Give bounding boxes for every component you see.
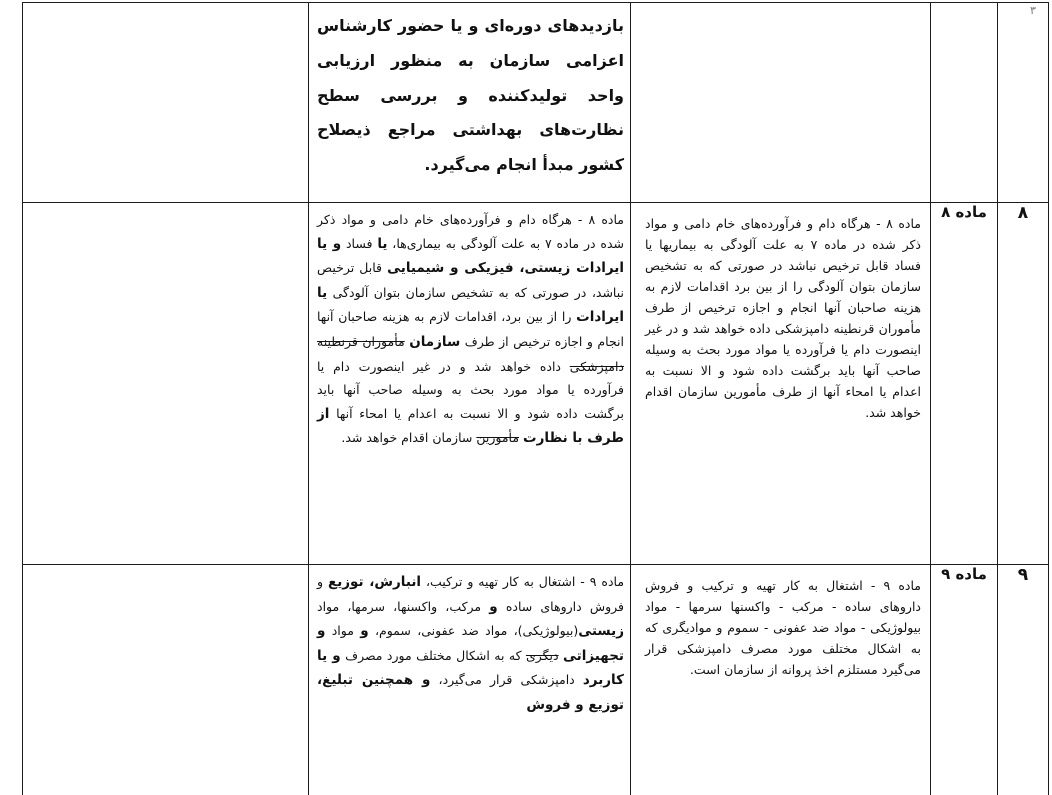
plain-text: داده خواهد شد و در غیر اینصورت دام یا فرآورده یا مواد مورد بحث به وسیله صاحب آنها باید برگشت داده شود و الا نسبت به اعدام یا امحاء آنها: [317, 358, 624, 421]
plain-text: ماده ۹ - اشتغال به کار تهیه و ترکیب،: [425, 574, 625, 589]
article-title-cell: [931, 3, 998, 203]
added-text: و همچنین تبلیغ، توزیع و فروش: [317, 672, 624, 713]
added-text: یا ایرادات: [317, 284, 624, 326]
plain-text: ماده ۸ - هرگاه دام و فرآورده‌های خام دامی و مواد ذکر شده در ماده ۷ به علت آلودگی به بیماری‌ها،: [317, 212, 624, 251]
plain-text: سازمان اقدام خواهد شد.: [341, 430, 473, 446]
article-number-cell: [998, 3, 1049, 203]
comparison-table: [22, 2, 1049, 795]
old-text-cell: [631, 203, 931, 565]
added-text: انبارش، توزیع: [327, 574, 422, 590]
new-text-cell: [309, 565, 631, 795]
deleted-text: مأمورین: [476, 430, 520, 446]
article-title-cell: ماده ۹: [931, 565, 998, 795]
table-row: [23, 3, 1049, 203]
new-text-paragraph: بازدیدهای دوره‌ای و یا حضور کارشناس اعزامی سازمان به منظور ارزیابی واحد تولیدکننده و بررسی سطح نظارت‌های بهداشتی مراجع ذیصلاح کشور مبدأ انجام می‌گیرد.: [317, 16, 624, 175]
old-text-paragraph: ماده ۸ - هرگاه دام و فرآورده‌های خام دامی و مواد ذکر شده در ماده ۷ به علت آلودگی به بیماریها یا فساد قابل ترخیص نباشد در صورتی که به تشخیص سازمان بتوان آلودگی را از بین برد اقدامات لازم به هزینه صاحبان آنها انجام و اجازه ترخیص از طرف مأموران قرنطینه دامپزشکی داده خواهد شد و در غیر اینصورت دام یا فرآورده یا مواد مورد بحث به وسیله صاحب آنها باید برگشت داده شود و الا نسبت به اعدام یا امحاء آنها از طرف مأمورین سازمان اقدام خواهد شد.: [645, 216, 921, 420]
article-title-cell: ماده ۸: [931, 203, 998, 565]
added-text: یا: [377, 235, 388, 252]
added-text: از طرف با نظارت: [317, 405, 624, 447]
added-text: و تجهیزاتی: [317, 623, 624, 664]
new-text-cell: [309, 3, 631, 203]
plain-text: قابل ترخیص نباشد، در صورتی که به تشخیص سازمان بتوان آلودگی: [317, 260, 624, 300]
new-text-paragraph: [309, 565, 630, 718]
article-number-cell: ۸: [998, 203, 1049, 565]
table-row: [23, 565, 1049, 795]
note-cell: [23, 203, 309, 565]
table-row: [23, 203, 1049, 565]
added-text: سازمان: [409, 333, 461, 350]
new-text-cell: [309, 203, 631, 565]
note-cell: [23, 565, 309, 795]
added-text: و یا ایرادات زیستی، فیزیکی و شیمیایی: [317, 235, 624, 277]
plain-text: که به اشکال مختلف مورد مصرف: [345, 647, 522, 663]
old-text-paragraph: ماده ۹ - اشتغال به کار تهیه و ترکیب و فروش داروهای ساده - مرکب - واکسنها سرمها - مواد بیولوژیکی - مواد ضد عفونی - سموم و موادیگری که به اشکال مختلف مورد مصرف دامپزشکی قرار می‌گیرد مستلزم اخذ پروانه از سازمان است.: [645, 578, 922, 677]
note-cell: [23, 3, 309, 203]
added-text: و: [360, 623, 369, 640]
deleted-text: مأموران قرنطینه دامپزشکی: [317, 333, 624, 374]
added-text: زیستی: [578, 623, 624, 640]
added-text: و یا کاربرد: [317, 647, 624, 689]
article-number-cell: ۹: [998, 565, 1049, 795]
plain-text: دامپزشکی قرار می‌گیرد،: [438, 672, 575, 688]
plain-text: فساد: [345, 235, 373, 251]
plain-text: (بیولوژیکی)، مواد ضد عفونی، سموم،: [374, 623, 579, 639]
plain-text: مواد: [331, 623, 354, 639]
page-mark: ۳: [1030, 4, 1036, 17]
plain-text: را از بین برد، اقدامات لازم به هزینه صاحبان آنها انجام و اجازه ترخیص از طرف: [317, 309, 624, 349]
old-text-cell: [631, 3, 931, 203]
deleted-text: دیگری: [525, 647, 559, 663]
old-text-cell: [631, 565, 931, 795]
added-text: و: [489, 598, 498, 615]
plain-text: و فروش داروهای ساده: [317, 574, 625, 614]
plain-text: مرکب، واکسنها، سرمها، مواد: [317, 598, 482, 614]
new-text-paragraph: [309, 203, 630, 451]
